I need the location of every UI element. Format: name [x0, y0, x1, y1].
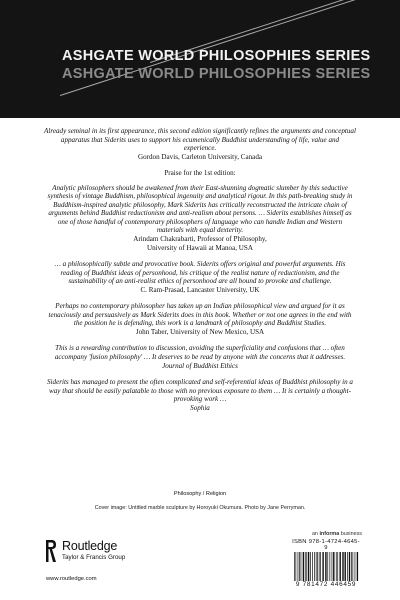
- endorsement-attribution: Arindam Chakrabarti, Professor of Philosophy,: [133, 235, 267, 244]
- barcode-bar: [303, 552, 304, 581]
- barcode-bar: [294, 552, 295, 581]
- publisher-name: Routledge: [62, 539, 118, 553]
- praise-heading: Praise for the 1st edition:: [164, 169, 236, 178]
- endorsement: [44, 378, 356, 412]
- barcode-bar: [353, 552, 354, 581]
- barcode-bars: [292, 552, 360, 581]
- barcode-bar: [355, 552, 356, 581]
- isbn-barcode: [292, 539, 360, 588]
- barcode-bar: [314, 552, 315, 581]
- barcode-bar: [336, 552, 337, 581]
- barcode-bar: [351, 552, 352, 581]
- endorsement-text: This is a rewarding contribution to discussion, avoiding the superficiality and confusions that … often accompany 'fusion philosophy' … It deserves to be read by anyone with the concerns that it addresses.: [54, 344, 346, 362]
- barcode-bar: [299, 552, 300, 581]
- barcode-bar: [312, 552, 313, 581]
- endorsement-text: Perhaps no contemporary philosopher has taken up an Indian philosophical view and argued for it as tenaciously and persuasively as Mark Siderits does in this book. Whether or not one agrees in the end with the position he is defending, this work is a landmark of philosophy and Buddhist Studies.: [48, 302, 352, 328]
- intro-quote-text: Already seminal in its first appearance, this second edition significantly refines the arguments and conceptual apparatus that Siderits uses to support his ecumenically Buddhist understanding of life, value and experience.: [44, 127, 356, 153]
- isbn-number: ISBN 978-1-4724-4645-9: [292, 539, 360, 551]
- publisher-website: www.routledge.com: [46, 576, 97, 582]
- endorsement: [44, 344, 356, 370]
- barcode-bar: [332, 552, 333, 581]
- endorsement-text: Siderits has managed to present the often complicated and self-referential ideas of Buddhist philosophy in a way that should be easily palatable to those with no previous exposure to them … It is certainly a thought-provoking work …: [47, 378, 353, 404]
- barcode-bar: [327, 552, 328, 581]
- endorsements: [44, 127, 356, 420]
- barcode-digits: 9 781472 446459: [295, 581, 357, 588]
- barcode-bar: [296, 552, 297, 581]
- series-title: ASHGATE WORLD PHILOSOPHIES SERIES: [62, 48, 371, 64]
- cover-image-credit: Cover image: Untitled marble sculpture by Horoyuki Okumura. Photo by Jane Perryman.: [94, 505, 306, 511]
- barcode-bar: [342, 552, 343, 581]
- intro-endorsement: [44, 127, 356, 161]
- barcode-bar: [301, 552, 302, 581]
- endorsement: [44, 184, 356, 252]
- barcode-bar: [320, 552, 321, 581]
- barcode-bar: [347, 552, 348, 581]
- barcode-bar: [319, 552, 320, 581]
- series-title-shadow: ASHGATE WORLD PHILOSOPHIES SERIES: [62, 66, 371, 82]
- endorsement: [44, 260, 356, 294]
- barcode-bar: [337, 552, 338, 581]
- publisher-group: Taylor & Francis Group: [62, 554, 126, 561]
- endorsement-attribution: University of Hawaii at Manoa, USA: [147, 243, 253, 252]
- barcode-bar: [340, 552, 341, 581]
- barcode-bar: [345, 552, 346, 581]
- barcode-bar: [322, 552, 323, 581]
- intro-quote-attribution: Gordon Davis, Carleton University, Canada: [137, 152, 263, 161]
- endorsement-attribution: John Taber, University of New Mexico, USA: [135, 327, 265, 336]
- informa-business-tag: [292, 531, 362, 537]
- endorsement: [44, 302, 356, 336]
- barcode-bar: [316, 552, 317, 581]
- endorsement-attribution: C. Ram-Prasad, Lancaster University, UK: [140, 285, 260, 294]
- endorsement-attribution: Sophia: [190, 403, 210, 412]
- barcode-bar: [349, 552, 350, 581]
- barcode-bar: [357, 552, 358, 581]
- informa-prefix: an: [311, 531, 318, 537]
- barcode-bar: [298, 552, 299, 581]
- barcode-bar: [325, 552, 326, 581]
- routledge-logo-icon: [44, 538, 58, 564]
- barcode-bar: [308, 552, 309, 581]
- cover-header-band: [0, 0, 400, 118]
- barcode-bar: [310, 552, 311, 581]
- barcode-bar: [305, 552, 306, 581]
- endorsement-text: Analytic philosophers should be awakened from their East-shunning dogmatic slumber by this seductive synthesis of vintage Buddhism, philosophical ingenuity and analytical rigour. In this path-breaking study in Buddhism-inspired analytic philosophy, Mark Siderits has critically reconstructed the intricate chain of arguments behind Buddhist reductionism and anti-realism about persons. … Siderits establishes himself as one of those handful of contemporary philosophers of language who can handle Indian and Western materials with equal dexterity.: [47, 183, 353, 235]
- informa-suffix: business: [340, 531, 362, 537]
- endorsement-attribution: Journal of Buddhist Ethics: [162, 361, 238, 370]
- barcode-bar: [333, 552, 334, 581]
- endorsement-text: … a philosophically subtle and provocative book. Siderits offers original and powerful arguments. His reading of Buddhist ideas of personhood, his critique of the realist nature of reductionism, and the sustainability of an anti-realist ethics of personhood are all bound to provoke and challenge.: [54, 260, 346, 286]
- subject-category: Philosophy / Religion: [173, 491, 227, 497]
- informa-name: informa: [319, 531, 340, 537]
- barcode-bar: [330, 552, 331, 581]
- barcode-bar: [306, 552, 307, 581]
- barcode-bar: [317, 552, 318, 581]
